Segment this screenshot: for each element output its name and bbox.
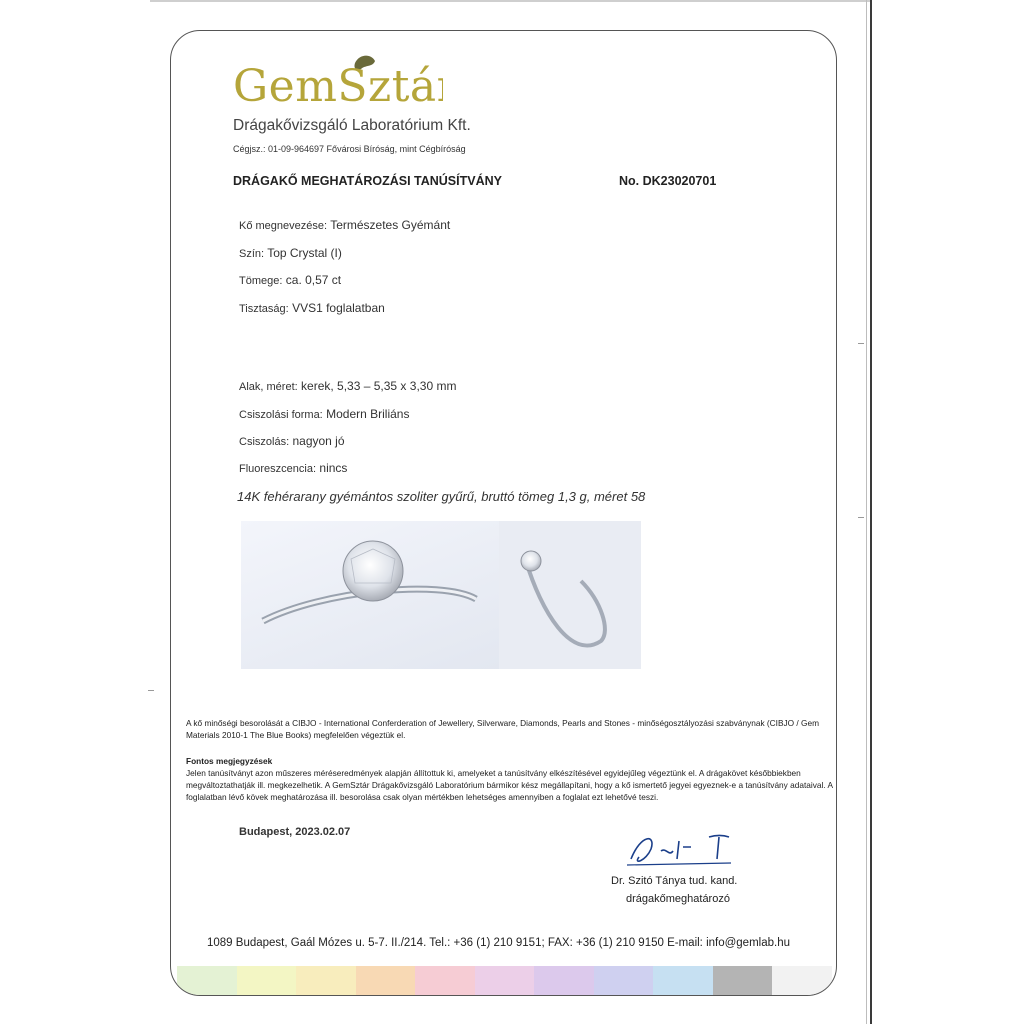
field-value: Természetes Gyémánt — [330, 218, 451, 232]
cibjo-note: A kő minőségi besorolását a CIBJO - International Conferderation of Jewellery, Silverware, Diamonds, Pearls and Stones - minőségosztályozási szabványnak (CIBJO / Gem Materials 2010-1 The Blue Books) megfelelően végeztük el. — [186, 718, 820, 740]
color-swatch — [713, 966, 773, 996]
certificate-title: DRÁGAKŐ MEGHATÁROZÁSI TANÚSÍTVÁNY — [233, 174, 502, 188]
field-value: Modern Briliáns — [326, 407, 410, 421]
important-notes-text: Jelen tanúsítványt azon műszeres méréseredmények alapján állítottuk ki, amelyeket a tanúsítvány elkészítésével egyidejűleg végeztünk el. A drágakövet későbbiekben megváltoztathatják ill. megkezelhetik. A GemSztár Drágakővizsgáló Laboratórium bármikor kész megállapítani, hogy a kő ismertető jegyei egyeznek-e a tanúsítvány adataival. A foglalatban lévő kövek meghatározása ill. besorolása csak olyan mértékben lehetséges amennyiben a foglalat ezt lehetővé teszi. — [186, 768, 833, 802]
footer-contact: 1089 Budapest, Gaál Mózes u. 5-7. II./214. Tel.: +36 (1) 210 9151; FAX: +36 (1) 210 9150 E-mail: info@gemlab.hu — [207, 937, 790, 949]
item-description: 14K fehérarany gyémántos szoliter gyűrű, bruttó tömeg 1,3 g, méret 58 — [237, 489, 646, 504]
diamond-side-icon — [521, 551, 541, 571]
field-label: Tisztaság: — [239, 303, 289, 315]
color-swatch — [237, 966, 297, 996]
field-value: VVS1 foglalatban — [292, 301, 385, 315]
signatory-name: Dr. Szitó Tánya tud. kand. — [611, 875, 738, 887]
field-label: Tömege: — [239, 275, 283, 287]
color-swatch — [415, 966, 475, 996]
color-swatch — [772, 966, 832, 996]
color-swatch — [594, 966, 654, 996]
field-value: nincs — [319, 461, 348, 475]
handwritten-signature — [621, 829, 741, 871]
color-swatch — [296, 966, 356, 996]
scan-edge-right — [870, 0, 872, 1024]
color-reference-bar — [177, 966, 832, 996]
color-swatch — [356, 966, 416, 996]
color-swatch — [534, 966, 594, 996]
field-label: Alak, méret: — [239, 381, 298, 393]
ring-photo — [241, 521, 641, 669]
diamond-icon — [343, 541, 403, 601]
field-value: ca. 0,57 ct — [285, 273, 342, 287]
field-weight — [239, 273, 341, 287]
important-notes-title: Fontos megjegyzések — [186, 756, 273, 766]
scan-mark — [858, 343, 864, 344]
scan-mark — [858, 517, 864, 518]
signatory-role: drágakőmeghatározó — [626, 893, 730, 905]
place-date: Budapest, 2023.02.07 — [239, 826, 351, 838]
field-value: Top Crystal (I) — [267, 246, 342, 260]
lab-name: Drágakővizsgáló Laboratórium Kft. — [233, 117, 471, 134]
gemsztar-logo-graphic — [233, 51, 443, 113]
field-clarity — [239, 301, 385, 315]
color-swatch — [475, 966, 535, 996]
field-label: Kő megnevezése: — [239, 220, 328, 232]
field-label: Csiszolás: — [239, 436, 290, 448]
field-cut-grade — [239, 434, 345, 448]
logo-text: GemSztár — [233, 61, 443, 112]
certificate-number: No. DK23020701 — [619, 174, 717, 188]
scan-edge-right-inner — [866, 0, 867, 1024]
field-cut-form — [239, 407, 409, 421]
lab-logo — [233, 51, 443, 123]
field-value: nagyon jó — [292, 434, 345, 448]
field-label: Csiszolási forma: — [239, 409, 323, 421]
scan-mark — [148, 690, 154, 691]
ring-illustration — [241, 521, 641, 669]
scan-edge-top — [150, 0, 872, 2]
field-fluorescence — [239, 461, 347, 475]
color-swatch — [653, 966, 713, 996]
certificate-card — [170, 30, 837, 996]
company-registration: Cégjsz.: 01-09-964697 Fővárosi Bíróság, mint Cégbíróság — [233, 144, 466, 154]
field-label: Fluoreszcencia: — [239, 463, 317, 475]
field-stone-name — [239, 218, 450, 232]
field-label: Szín: — [239, 248, 265, 260]
field-shape-size — [239, 379, 456, 393]
field-color — [239, 246, 342, 260]
color-swatch — [177, 966, 237, 996]
field-value: kerek, 5,33 – 5,35 x 3,30 mm — [301, 379, 457, 393]
